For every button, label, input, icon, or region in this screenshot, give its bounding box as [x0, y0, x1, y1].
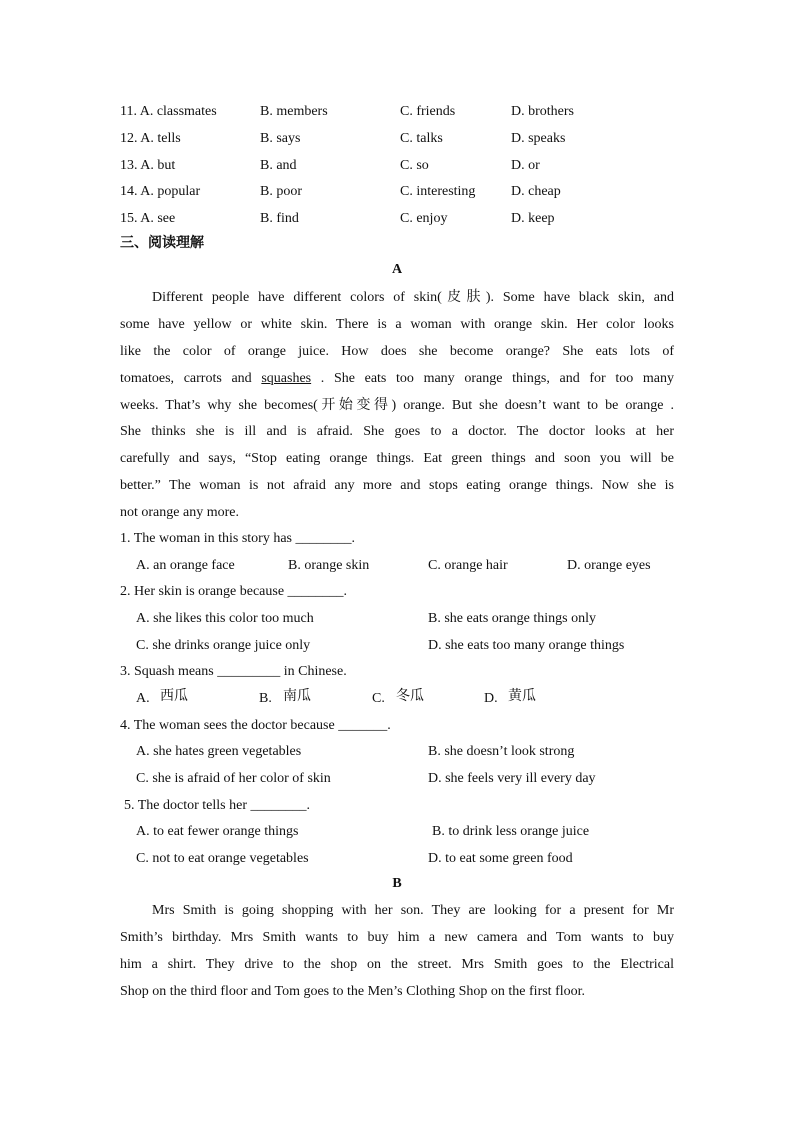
- passage-line: not orange any more.: [120, 505, 239, 521]
- question-stem: 5. The doctor tells her ________.: [124, 798, 310, 813]
- underlined-word: squashes: [261, 370, 312, 386]
- option-b: B. members: [260, 104, 328, 119]
- answer-option: A. she likes this color too much: [136, 611, 314, 626]
- passage-line: some have yellow or white skin. There is a woman with orange skin. Her color looks: [120, 316, 674, 332]
- answer-option: B. she eats orange things only: [428, 611, 596, 626]
- answer-option: D. she eats too many orange things: [428, 638, 625, 653]
- passage-b-label: B: [392, 876, 402, 891]
- passage-line: better.” The woman is not afraid any more and stops eating orange things. Now she is: [120, 478, 674, 494]
- answer-option: C. orange hair: [428, 558, 508, 573]
- passage-line: like the color of orange juice. How does she become orange? She eats lots of: [120, 343, 674, 359]
- answer-option: D. to eat some green food: [428, 851, 573, 866]
- option-b: B. says: [260, 131, 301, 146]
- passage-line: him a shirt. They drive to the shop on the street. Mrs Smith goes to the Electrical: [120, 956, 674, 972]
- option-c: C. friends: [400, 104, 456, 119]
- answer-option: A. she hates green vegetables: [136, 744, 302, 759]
- answer-option: A. to eat fewer orange things: [136, 824, 299, 839]
- option-d: D. brothers: [511, 104, 574, 119]
- option-a: 11. A. classmates: [120, 104, 217, 119]
- answer-option: 西瓜: [160, 688, 188, 704]
- option-c: C. talks: [400, 131, 443, 146]
- passage-line: carefully and says, “Stop eating orange things. Eat green things and soon you will be: [120, 451, 674, 467]
- answer-option: 南瓜: [283, 688, 311, 704]
- passage-line: She thinks she is ill and is afraid. She goes to a doctor. The doctor looks at her: [120, 424, 674, 440]
- option-a: 14. A. popular: [120, 184, 201, 199]
- answer-option-letter: B.: [259, 691, 272, 706]
- answer-option: D. she feels very ill every day: [428, 771, 596, 786]
- answer-option: B. orange skin: [288, 558, 370, 573]
- option-d: D. or: [511, 158, 540, 173]
- answer-option-letter: D.: [484, 691, 498, 706]
- option-c: C. enjoy: [400, 211, 448, 226]
- answer-option: C. she drinks orange juice only: [136, 638, 311, 653]
- answer-option: D. orange eyes: [567, 558, 651, 573]
- question-stem: 2. Her skin is orange because ________.: [120, 584, 348, 599]
- option-a: 15. A. see: [120, 211, 176, 226]
- option-b: B. and: [260, 158, 297, 173]
- passage-line: Different people have different colors of skin(皮肤). Some have black skin, and: [152, 290, 674, 305]
- question-stem: 4. The woman sees the doctor because _______.: [120, 718, 391, 733]
- option-d: D. cheap: [511, 184, 561, 199]
- passage-line: tomatoes, carrots and squashes . She eats too many orange things, and for too many: [120, 370, 675, 386]
- answer-option-letter: C.: [372, 691, 385, 706]
- passage-line: weeks. That’s why she becomes(开始变得) orange. But she doesn’t want to be orange .: [120, 397, 674, 413]
- answer-option: B. to drink less orange juice: [432, 824, 590, 839]
- option-b: B. find: [260, 211, 299, 226]
- option-c: C. interesting: [400, 184, 476, 199]
- question-stem: 1. The woman in this story has ________.: [120, 531, 356, 546]
- passage-b: [120, 898, 674, 1006]
- option-a: 12. A. tells: [120, 131, 181, 146]
- question-stem: 3. Squash means _________ in Chinese.: [120, 664, 347, 679]
- answer-option: C. not to eat orange vegetables: [136, 851, 309, 866]
- answer-option-letter: A.: [136, 691, 150, 706]
- answer-option: C. she is afraid of her color of skin: [136, 771, 331, 786]
- passage-a: [120, 285, 674, 527]
- passage-a-label: A: [391, 262, 403, 277]
- answer-option: 黄瓜: [508, 688, 536, 704]
- option-d: D. speaks: [511, 131, 566, 146]
- option-a: 13. A. but: [120, 158, 176, 173]
- option-b: B. poor: [260, 184, 302, 199]
- passage-line: Smith’s birthday. Mrs Smith wants to buy him a new camera and Tom wants to buy: [120, 929, 674, 945]
- section-heading: 三、阅读理解: [120, 235, 204, 251]
- passage-line: Shop on the third floor and Tom goes to the Men’s Clothing Shop on the first floor.: [120, 983, 586, 999]
- answer-option: B. she doesn’t look strong: [428, 744, 575, 759]
- option-c: C. so: [400, 158, 429, 173]
- option-d: D. keep: [511, 211, 555, 226]
- answer-option: A. an orange face: [136, 558, 235, 573]
- answer-option: 冬瓜: [396, 688, 424, 704]
- passage-line: Mrs Smith is going shopping with her son. They are looking for a present for Mr: [152, 903, 674, 918]
